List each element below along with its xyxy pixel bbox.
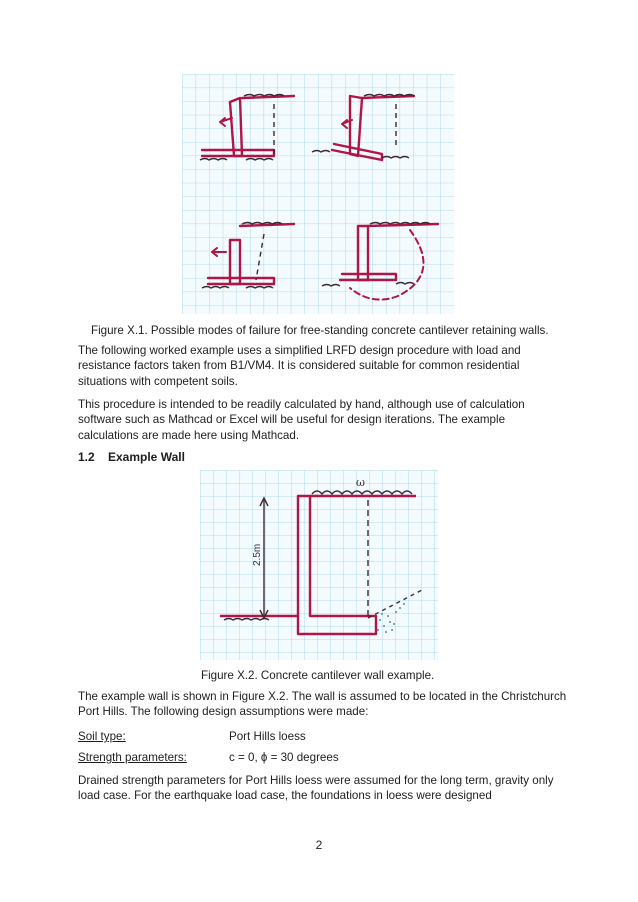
paragraph-hand-calculation: This procedure is intended to be readily calculated by hand, although use of calculation software such as Mathcad or Excel will be useful for design iterations. The example calculations are made here using Mathcad.	[78, 398, 525, 442]
section-number: 1.2	[78, 450, 95, 464]
assumption-value: Port Hills loess	[229, 730, 306, 743]
paragraph-drained-strength: Drained strength parameters for Port Hills loess were assumed for the long term, gravity only load case. For the earthquake load case, the foundations in loess were designed	[78, 774, 554, 803]
assumption-label: Soil type:	[78, 730, 126, 743]
figure-x2-caption: Figure X.2. Concrete cantilever wall example.	[201, 669, 435, 682]
assumption-value: c = 0, ϕ = 30 degrees	[229, 751, 339, 764]
assumption-strength-parameters	[78, 751, 339, 764]
figure-x1-failure-modes-sketch	[182, 74, 454, 314]
section-title: Example Wall	[108, 450, 185, 464]
surcharge-load-label: ω	[356, 476, 365, 489]
paragraph-lrfd-procedure: The following worked example uses a simplified LRFD design procedure with load and resistance factors taken from B1/VM4. It is considered suitable for common residential situations with competent soils.	[78, 344, 521, 388]
assumption-soil-type	[78, 730, 306, 743]
figure-x1-caption: Figure X.1. Possible modes of failure for free-standing concrete cantilever retaining walls.	[91, 324, 549, 337]
section-heading	[78, 450, 185, 464]
wall-height-label: 2.5m	[252, 543, 263, 566]
assumption-label: Strength parameters:	[78, 751, 187, 764]
figure-x2-cantilever-wall-sketch	[200, 470, 438, 660]
page-number: 2	[315, 838, 323, 852]
paragraph-example-wall: The example wall is shown in Figure X.2. The wall is assumed to be located in the Christchurch Port Hills. The following design assumptions were made:	[78, 690, 567, 719]
